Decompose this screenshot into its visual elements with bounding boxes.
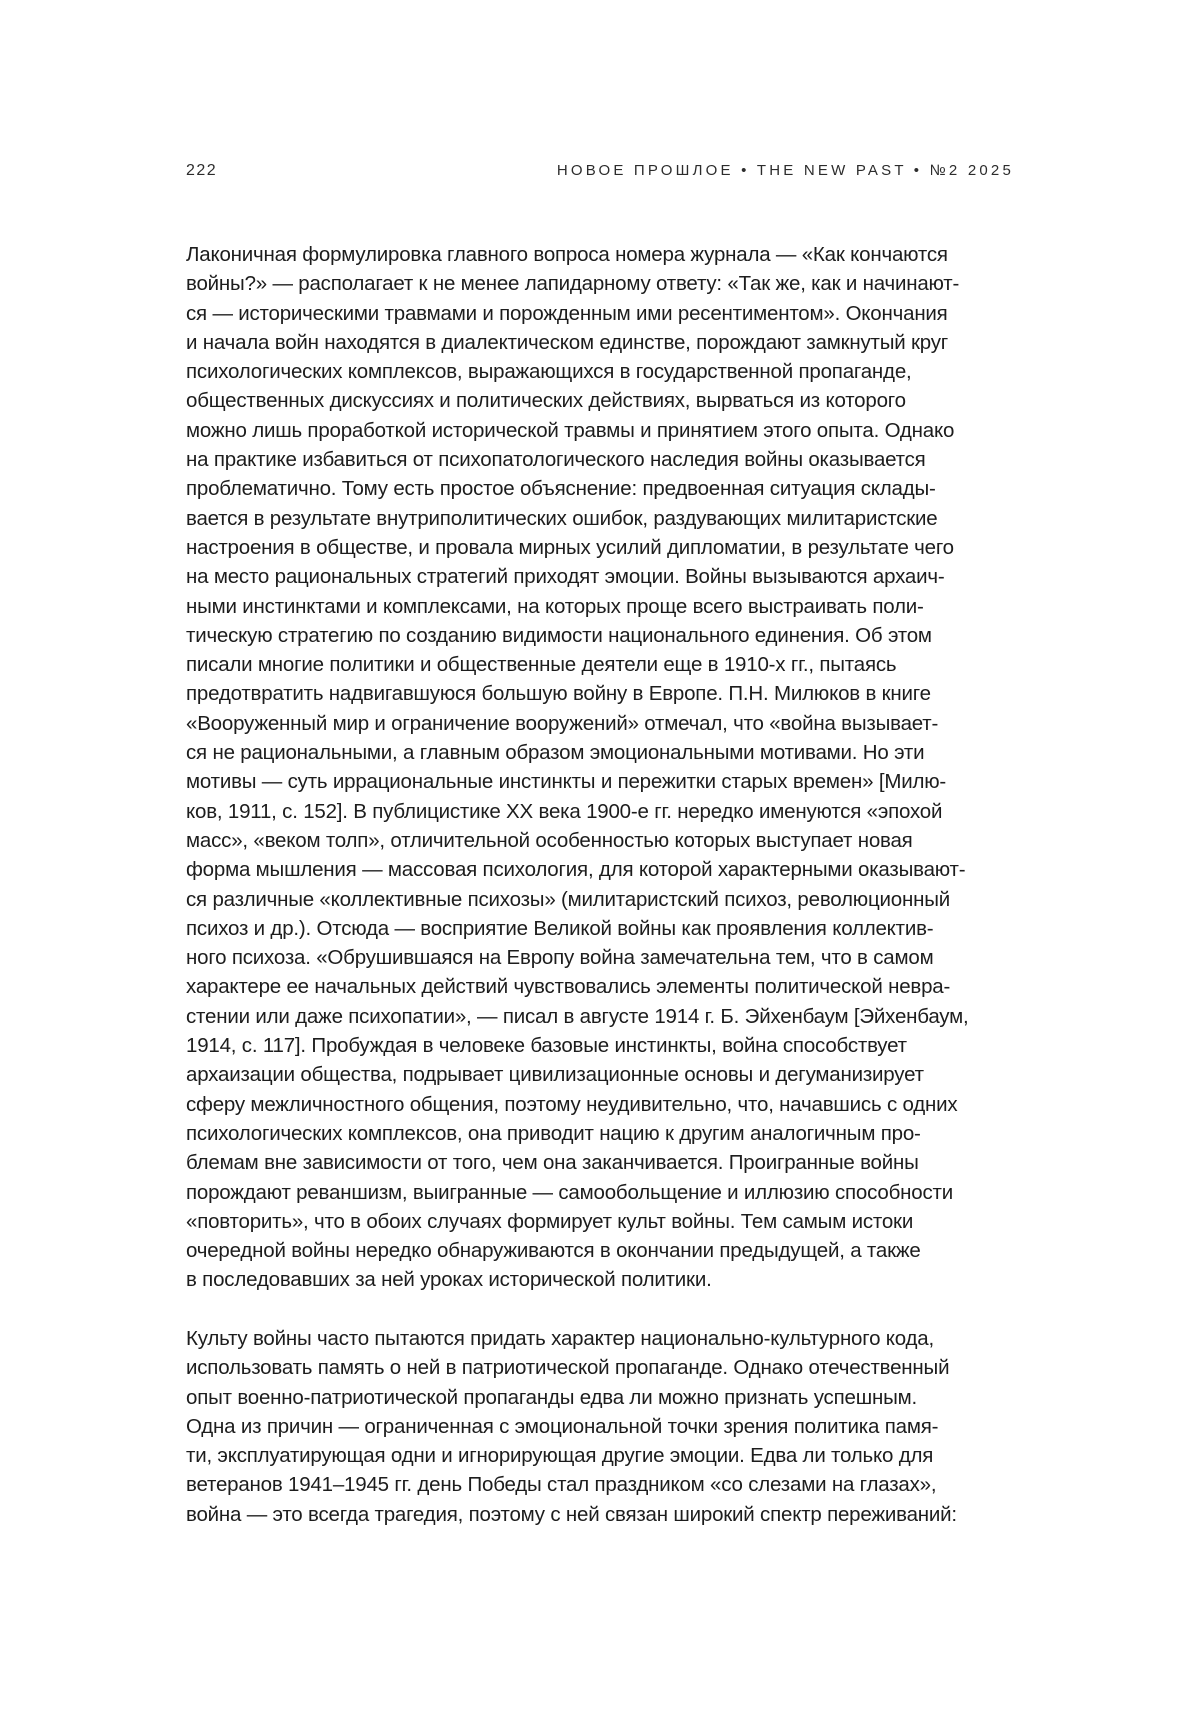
text-line: «Вооруженный мир и ограничение вооружений» отмечал, что «война вызывает-	[186, 711, 939, 735]
journal-header-title: НОВОЕ ПРОШЛОЕ • THE NEW PAST • №2 2025	[556, 162, 1014, 179]
text-line: Одна из причин — ограниченная с эмоциональной точки зрения политика памя-	[186, 1414, 939, 1438]
text-line: ными инстинктами и комплексами, на которых проще всего выстраивать поли-	[186, 594, 924, 618]
text-line: «повторить», что в обоих случаях формирует культ войны. Тем самым истоки	[186, 1209, 914, 1233]
article-body	[186, 240, 1030, 1529]
text-line: ветеранов 1941–1945 гг. день Победы стал праздником «со слезами на глазах»,	[186, 1473, 937, 1497]
text-line: общественных дискуссиях и политических действиях, вырваться из которого	[186, 389, 906, 413]
text-line: мотивы — суть иррациональные инстинкты и пережитки старых времен» [Милю-	[186, 770, 947, 794]
text-line: вается в результате внутриполитических ошибок, раздувающих милитаристские	[186, 506, 938, 530]
text-line: сферу межличностного общения, поэтому неудивительно, что, начавшись с одних	[186, 1092, 958, 1116]
text-line: 1914, с. 117]. Пробуждая в человеке базовые инстинкты, война способствует	[186, 1034, 907, 1058]
text-line: война — это всегда трагедия, поэтому с ней связан широкий спектр переживаний:	[186, 1502, 957, 1526]
text-line: предотвратить надвигавшуюся большую войну в Европе. П.Н. Милюков в книге	[186, 682, 931, 706]
text-line: ков, 1911, с. 152]. В публицистике XX века 1900-е гг. нередко именуются «эпохой	[186, 799, 943, 823]
text-line: психологических комплексов, она приводит нацию к другим аналогичным про-	[186, 1121, 921, 1145]
text-line: использовать память о ней в патриотической пропаганде. Однако отечественный	[186, 1356, 950, 1380]
text-line: ся — историческими травмами и порожденным ими ресентиментом». Окончания	[186, 301, 948, 325]
text-line: можно лишь проработкой исторической травмы и принятием этого опыта. Однако	[186, 418, 955, 442]
paragraph-2	[186, 1324, 1030, 1529]
text-line: блемам вне зависимости от того, чем она заканчивается. Проигранные войны	[186, 1151, 919, 1175]
text-line: стении или даже психопатии», — писал в августе 1914 г. Б. Эйхенбаум [Эйхенбаум,	[186, 1004, 969, 1028]
text-line: и начала войн находятся в диалектическом единстве, порождают замкнутый круг	[186, 330, 949, 354]
text-line: характере ее начальных действий чувствовались элементы политической невра-	[186, 975, 951, 999]
running-head	[186, 162, 1014, 180]
text-line: в последовавших за ней уроках исторической политики.	[186, 1268, 712, 1292]
text-line: на практике избавиться от психопатологического наследия войны оказывается	[186, 448, 926, 472]
text-line: ся не рациональными, а главным образом эмоциональными мотивами. Но эти	[186, 741, 925, 765]
text-line: порождают реваншизм, выигранные — самообольщение и иллюзию способности	[186, 1180, 953, 1204]
text-line: Лаконичная формулировка главного вопроса номера журнала — «Как кончаются	[186, 243, 948, 266]
text-line: настроения в обществе, и провала мирных усилий дипломатии, в результате чего	[186, 535, 954, 559]
text-line: опыт военно-патриотической пропаганды едва ли можно признать успешным.	[186, 1385, 917, 1409]
text-line: ся различные «коллективные психозы» (милитаристский психоз, революционный	[186, 887, 950, 911]
text-line: очередной войны нередко обнаруживаются в окончании предыдущей, а также	[186, 1239, 921, 1263]
text-line: архаизации общества, подрывает цивилизационные основы и дегуманизирует	[186, 1063, 924, 1087]
text-line: Культу войны часто пытаются придать характер национально-культурного кода,	[186, 1326, 934, 1350]
text-line: войны?» — располагает к не менее лапидарному ответу: «Так же, как и начинают-	[186, 272, 960, 296]
text-line: писали многие политики и общественные деятели еще в 1910-х гг., пытаясь	[186, 653, 897, 677]
text-line: психоз и др.). Отсюда — восприятие Великой войны как проявления коллектив-	[186, 916, 934, 940]
text-line: ти, эксплуатирующая одни и игнорирующая другие эмоции. Едва ли только для	[186, 1444, 934, 1468]
text-line: ного психоза. «Обрушившаяся на Европу война замечательна тем, что в самом	[186, 946, 934, 970]
page-number: 222	[186, 162, 218, 179]
text-line: на место рациональных стратегий приходят эмоции. Войны вызываются архаич-	[186, 565, 945, 589]
text-line: тическую стратегию по созданию видимости национального единения. Об этом	[186, 623, 932, 647]
paragraph-1	[186, 240, 1030, 1295]
text-line: проблематично. Тому есть простое объяснение: предвоенная ситуация склады-	[186, 477, 936, 501]
text-line: масс», «веком толп», отличительной особенностью которых выступает новая	[186, 828, 913, 852]
text-line: психологических комплексов, выражающихся в государственной пропаганде,	[186, 360, 912, 384]
text-line: форма мышления — массовая психология, для которой характерными оказывают-	[186, 858, 966, 882]
